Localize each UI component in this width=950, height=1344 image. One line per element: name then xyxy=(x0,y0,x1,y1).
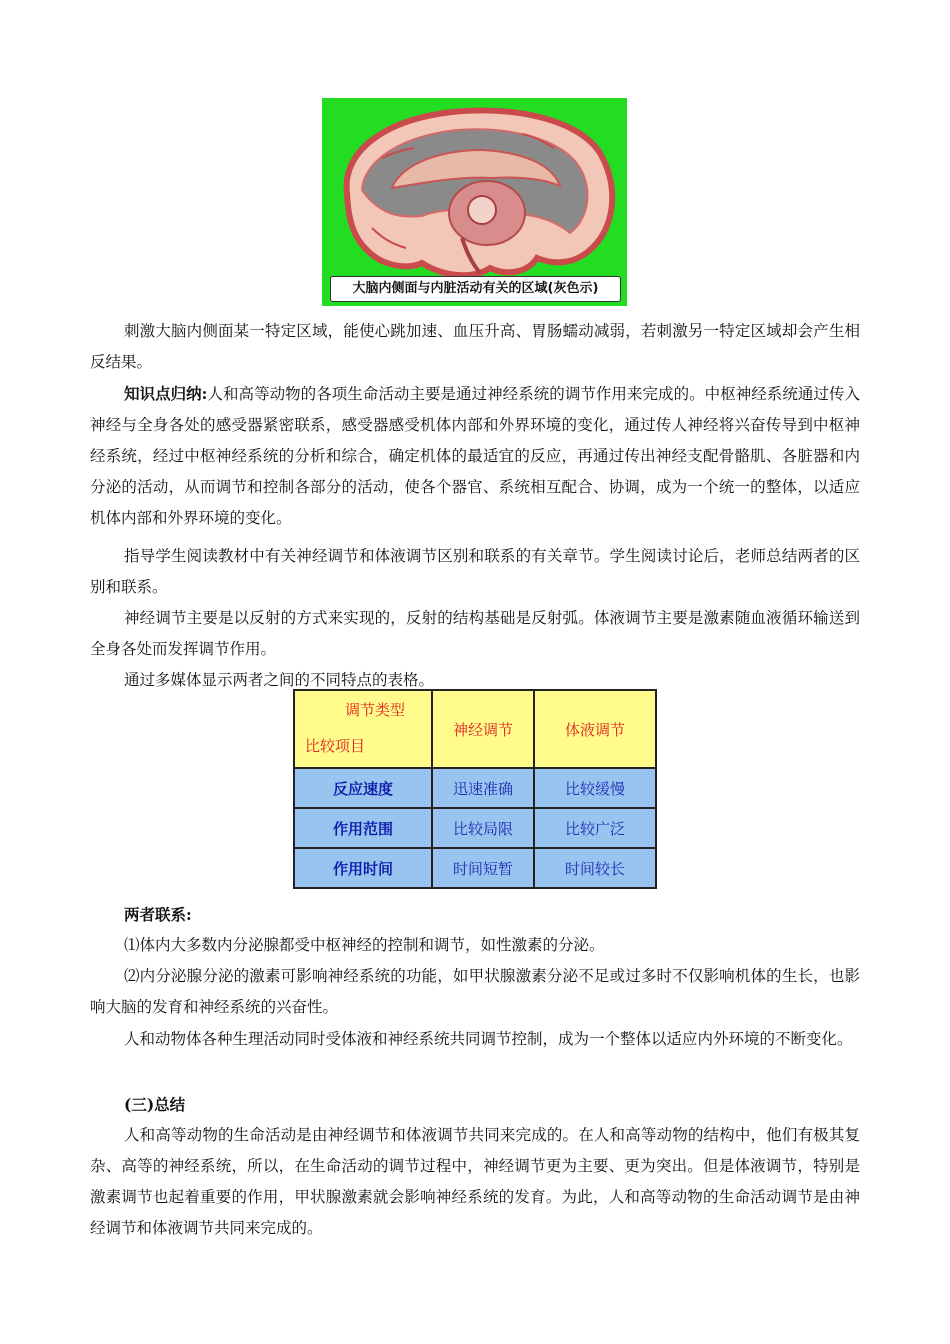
summary-title: (三)总结 xyxy=(124,1095,186,1114)
figure-caption: 大脑内侧面与内脏活动有关的区域(灰色示) xyxy=(330,276,621,302)
paragraph-multimedia: 通过多媒体显示两者之间的不同特点的表格。 xyxy=(124,671,435,689)
table-row xyxy=(294,808,656,848)
paragraph-guide-reading: 指导学生阅读教材中有关神经调节和体液调节区别和联系的有关章节。学生阅读讨论后，老师总结两者的区别和联系。 xyxy=(90,547,860,596)
paragraph-knowledge-summary xyxy=(90,378,860,534)
corner-label-item: 比较项目 xyxy=(305,737,366,755)
table-row xyxy=(294,768,656,808)
paragraph-summary: 人和高等动物的生命活动是由神经调节和体液调节共同来完成的。在人和高等动物的结构中，他们有极其复杂、高等的神经系统，所以，在生命活动的调节过程中，神经调节更为主要、更为突出。但是体液调节，特别是激素调节也起着重要的作用，甲状腺激素就会影响神经系统的发育。为此，人和高等动物的生命活动调节是由神经调节和体液调节共同来完成的。 xyxy=(90,1126,860,1237)
comparison-table xyxy=(293,689,657,889)
paragraph-stimulation: 刺激大脑内侧面某一特定区域，能使心跳加速、血压升高、胃肠蠕动减弱，若刺激另一特定区域却会产生相反结果。 xyxy=(90,322,860,371)
brain-figure xyxy=(322,98,627,306)
relation-item-2: ⑵内分泌腺分泌的激素可影响神经系统的功能，如甲状腺激素分泌不足或过多时不仅影响机体的生长，也影响大脑的发育和神经系统的兴奋性。 xyxy=(90,967,860,1016)
header-neural: 神经调节 xyxy=(432,690,534,768)
cell-neural: 迅速准确 xyxy=(432,768,534,808)
cell-humoral: 时间较长 xyxy=(534,848,656,888)
row-label: 作用范围 xyxy=(294,808,432,848)
table-header-row xyxy=(294,690,656,768)
corner-label-type: 调节类型 xyxy=(345,701,406,719)
paragraph-neural-regulation: 神经调节主要是以反射的方式来实现的，反射的结构基础是反射弧。体液调节主要是激素随血液循环输送到全身各处而发挥调节作用。 xyxy=(90,609,860,658)
cell-neural: 时间短暂 xyxy=(432,848,534,888)
row-label: 作用时间 xyxy=(294,848,432,888)
relation-title: 两者联系: xyxy=(124,905,192,924)
table-row xyxy=(294,848,656,888)
cell-humoral: 比较缓慢 xyxy=(534,768,656,808)
knowledge-summary-text: 人和高等动物的各项生命活动主要是通过神经系统的调节作用来完成的。中枢神经系统通过传入神经与全身各处的感受器紧密联系，感受器感受机体内部和外界环境的变化，通过传人神经将兴奋传导到中枢神经系统，经过中枢神经系统的分析和综合，确定机体的最适宜的反应，再通过传出神经支配骨骼肌、各脏器和内分泌的活动，从而调节和控制各部分的活动，使各个器官、系统相互配合、协调，成为一个统一的整体，以适应机体内部和外界环境的变化。 xyxy=(90,385,860,527)
table-corner-cell xyxy=(294,690,432,768)
knowledge-summary-label: 知识点归纳: xyxy=(124,384,208,403)
row-label: 反应速度 xyxy=(294,768,432,808)
relation-item-1: ⑴体内大多数内分泌腺都受中枢神经的控制和调节，如性激素的分泌。 xyxy=(124,936,605,954)
header-humoral: 体液调节 xyxy=(534,690,656,768)
cell-humoral: 比较广泛 xyxy=(534,808,656,848)
brain-illustration xyxy=(322,98,627,306)
cell-neural: 比较局限 xyxy=(432,808,534,848)
paragraph-combined-regulation: 人和动物体各种生理活动同时受体液和神经系统共同调节控制，成为一个整体以适应内外环境的不断变化。 xyxy=(124,1030,853,1048)
